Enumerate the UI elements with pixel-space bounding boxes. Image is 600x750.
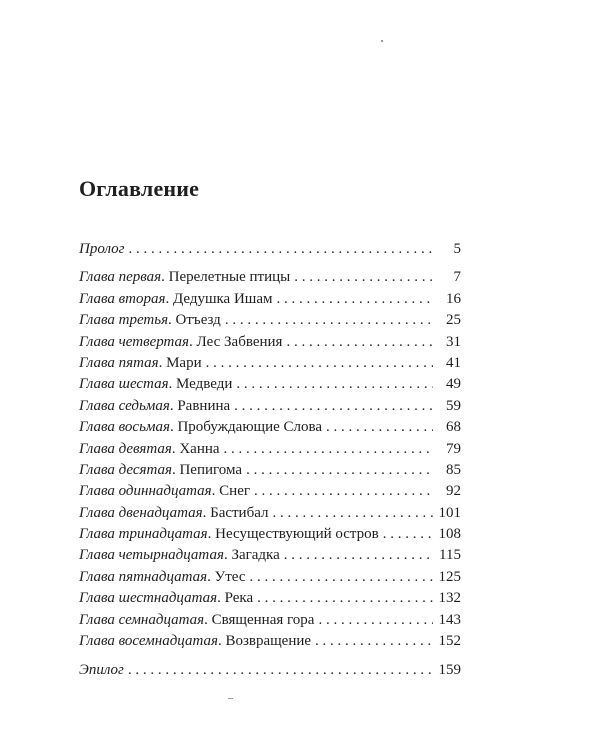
leader-dots bbox=[246, 460, 433, 481]
toc-entry-chapter[interactable]: Глава пятнадцатая. Утес . . . 125 bbox=[79, 567, 461, 588]
toc-page-number: 143 bbox=[438, 611, 461, 628]
leader-dots bbox=[383, 524, 433, 545]
leader-dots bbox=[224, 439, 433, 460]
chapter-prefix: Глава третья bbox=[79, 312, 169, 329]
chapter-prefix: Глава семнадцатая bbox=[79, 611, 205, 628]
toc-entry-chapter[interactable]: Глава четвертая. Лес Забвения . . . 31 bbox=[79, 332, 461, 353]
toc-label: Пролог bbox=[79, 241, 125, 257]
toc-entry-chapter[interactable]: Глава седьмая. Равнина . . . 59 bbox=[79, 396, 461, 417]
leader-dots bbox=[315, 631, 433, 652]
toc-entry-chapter[interactable]: Глава десятая. Пепигома . . . 85 bbox=[79, 460, 461, 481]
leader-dots bbox=[128, 660, 433, 681]
toc-entry-chapter[interactable]: Глава восемнадцатая. Возвращение . . . 152 bbox=[79, 631, 461, 652]
chapter-title: Снег bbox=[219, 483, 250, 500]
chapter-title: Лес Забвения bbox=[196, 333, 283, 350]
toc-page-number: 132 bbox=[438, 590, 461, 607]
chapter-title: Перелетные птицы bbox=[168, 269, 291, 286]
toc-page-number: 92 bbox=[446, 483, 461, 500]
toc-page-number: 79 bbox=[446, 440, 461, 457]
scan-speck bbox=[228, 698, 233, 699]
chapter-prefix: Глава пятнадцатая bbox=[79, 568, 208, 585]
toc-entry-chapter[interactable]: Глава шестнадцатая. Река . . . 132 bbox=[79, 588, 461, 609]
leader-dots bbox=[250, 567, 434, 588]
toc-page-number: 115 bbox=[439, 547, 461, 564]
chapter-prefix: Глава десятая bbox=[79, 461, 172, 478]
leader-dots bbox=[294, 267, 433, 288]
chapter-prefix: Глава вторая bbox=[79, 290, 166, 307]
toc-entry-prologue[interactable] bbox=[79, 239, 461, 260]
toc-entry-chapter[interactable]: Глава пятая. Мари . . . 41 bbox=[79, 353, 461, 374]
chapter-prefix: Глава седьмая bbox=[79, 397, 170, 414]
chapter-title: Дедушка Ишам bbox=[172, 290, 273, 307]
chapter-title: Ханна bbox=[179, 440, 220, 457]
toc-page-number: 25 bbox=[446, 312, 461, 329]
toc-page-number: 41 bbox=[446, 354, 461, 371]
chapter-prefix: Глава девятая bbox=[79, 440, 172, 457]
toc-page-number: 49 bbox=[446, 376, 461, 393]
page-title: Оглавление bbox=[79, 176, 200, 201]
leader-dots bbox=[234, 396, 433, 417]
chapter-prefix: Глава тринадцатая bbox=[79, 526, 208, 543]
toc-entry-chapter[interactable]: Глава двенадцатая. Бастибал . . . 101 bbox=[79, 503, 461, 524]
toc-entry-chapter[interactable]: Глава одиннадцатая. Снег . . . 92 bbox=[79, 481, 461, 502]
toc-page-number: 68 bbox=[446, 419, 461, 436]
leader-dots bbox=[318, 610, 433, 631]
leader-dots bbox=[277, 289, 434, 310]
chapter-prefix: Глава четырнадцатая bbox=[79, 547, 224, 564]
chapter-prefix: Глава одиннадцатая bbox=[79, 483, 212, 500]
chapter-title: Несуществующий остров bbox=[215, 526, 379, 543]
toc-entry-chapter[interactable]: Глава вторая. Дедушка Ишам . . . 16 bbox=[79, 289, 461, 310]
toc-page-number: 31 bbox=[446, 333, 461, 350]
chapter-title: Пепигома bbox=[179, 461, 243, 478]
chapter-prefix: Глава шестая bbox=[79, 376, 169, 393]
chapter-prefix: Глава восьмая bbox=[79, 419, 170, 436]
leader-dots bbox=[284, 545, 433, 566]
toc-page-number: 85 bbox=[446, 461, 461, 478]
chapter-title: Возвращение bbox=[225, 633, 312, 650]
leader-dots bbox=[257, 588, 433, 609]
chapter-prefix: Глава двенадцатая bbox=[79, 504, 203, 521]
chapter-title: Пробуждающие Слова bbox=[177, 419, 323, 436]
chapter-prefix: Глава четвертая bbox=[79, 333, 190, 350]
chapter-title: Равнина bbox=[177, 397, 231, 414]
toc-entry-chapter[interactable]: Глава третья. Отъезд . . . 25 bbox=[79, 310, 461, 331]
toc-entry-chapter[interactable]: Глава четырнадцатая. Загадка . . . 115 bbox=[79, 545, 461, 566]
leader-dots bbox=[254, 481, 433, 502]
toc-entry-chapter[interactable]: Глава семнадцатая. Священная гора . . . 143 bbox=[79, 610, 461, 631]
toc-page-number: 152 bbox=[438, 633, 461, 650]
toc-page-number: 7 bbox=[453, 269, 461, 286]
chapter-title: Загадка bbox=[231, 547, 280, 564]
leader-dots bbox=[273, 503, 434, 524]
chapter-title: Река bbox=[224, 590, 254, 607]
chapter-title: Бастибал bbox=[210, 504, 269, 521]
toc-page-number: 159 bbox=[438, 662, 461, 679]
leader-dots bbox=[326, 417, 433, 438]
leader-dots bbox=[206, 353, 433, 374]
toc-page-number: 108 bbox=[438, 526, 461, 543]
toc-entry-chapter[interactable]: Глава первая. Перелетные птицы . . . 7 bbox=[79, 267, 461, 288]
toc-label: Эпилог bbox=[79, 662, 124, 679]
chapter-title: Священная гора bbox=[211, 611, 315, 628]
toc-entry-chapter[interactable]: Глава восьмая. Пробуждающие Слова . . . 68 bbox=[79, 417, 461, 438]
chapter-prefix: Глава восемнадцатая bbox=[79, 633, 218, 650]
toc-page-number: 59 bbox=[446, 397, 461, 414]
table-of-contents bbox=[79, 239, 461, 682]
leader-dots bbox=[225, 310, 433, 331]
leader-dots bbox=[129, 239, 433, 260]
chapter-title: Медведи bbox=[176, 376, 233, 393]
toc-page-number: 16 bbox=[446, 290, 461, 307]
toc-entry-chapter[interactable]: Глава тринадцатая. Несуществующий остров . . . 108 bbox=[79, 524, 461, 545]
leader-dots bbox=[236, 374, 433, 395]
toc-entry-epilogue[interactable] bbox=[79, 660, 461, 681]
scan-speck bbox=[381, 40, 383, 42]
chapter-title: Мари bbox=[166, 354, 202, 371]
leader-dots bbox=[286, 332, 433, 353]
toc-entry-chapter[interactable]: Глава девятая. Ханна . . . 79 bbox=[79, 439, 461, 460]
toc-entry-chapter[interactable]: Глава шестая. Медведи . . . 49 bbox=[79, 374, 461, 395]
chapter-prefix: Глава пятая bbox=[79, 354, 159, 371]
chapter-prefix: Глава шестнадцатая bbox=[79, 590, 218, 607]
chapter-prefix: Глава первая bbox=[79, 269, 162, 286]
toc-page-number: 125 bbox=[438, 568, 461, 585]
chapter-title: Отъезд bbox=[175, 312, 221, 329]
chapter-title: Утес bbox=[214, 568, 246, 585]
toc-page-number: 101 bbox=[438, 504, 461, 521]
toc-page-number: 5 bbox=[453, 241, 461, 257]
